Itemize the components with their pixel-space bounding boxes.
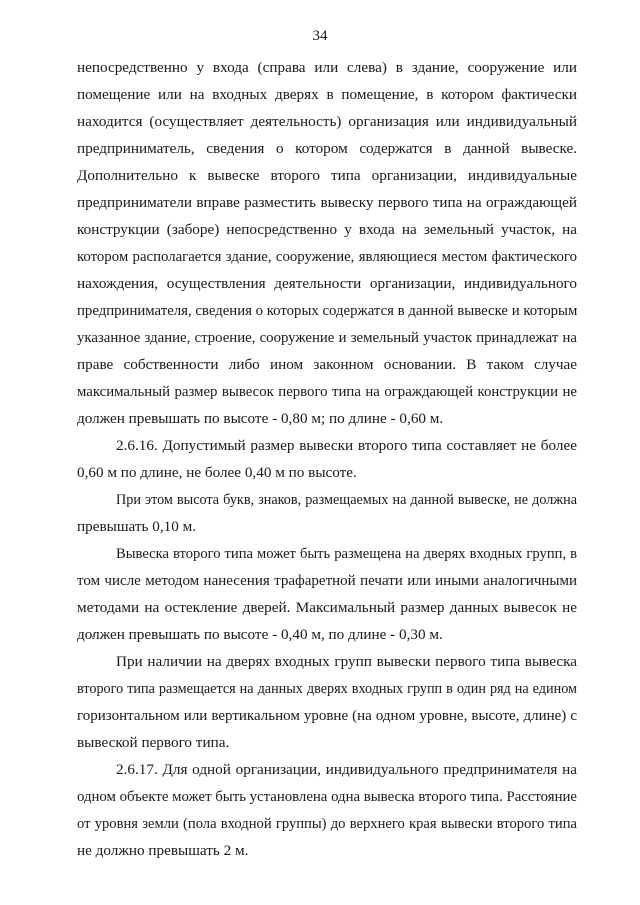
- text-line: второго типа размещается на данных дверях входных групп в один ряд на едином: [77, 681, 577, 697]
- text-line: должен превышать по высоте - 0,40 м, по длине - 0,30 м.: [77, 626, 443, 643]
- text-line: непосредственно у входа (справа или слева) в здание, сооружение или: [77, 59, 577, 76]
- text-line: одном объекте может быть установлена одна вывеска второго типа. Расстояние: [77, 789, 578, 805]
- section-2-6-16-first-line: 2.6.16. Допустимый размер вывески второго типа составляет не более: [116, 437, 577, 454]
- text-line: методами на остекление дверей. Максимальный размер данных вывесок не: [77, 599, 577, 616]
- text-line: от уровня земли (пола входной группы) до верхнего края вывески второго типа: [77, 816, 577, 832]
- text-line: предприниматель, сведения о котором содержатся в данной вывеске.: [77, 140, 577, 157]
- section-2-6-17-first-line: 2.6.17. Для одной организации, индивидуального предпринимателя на: [116, 761, 577, 778]
- text-line: максимальный размер вывесок первого типа на ограждающей конструкции не: [77, 384, 577, 400]
- text-line: нахождения, осуществления деятельности организации, индивидуального: [77, 275, 577, 292]
- text-line: котором располагается здание, сооружение, являющиеся местом фактического: [77, 249, 577, 265]
- page-number: 34: [312, 28, 328, 44]
- paragraph-first-line: Вывеска второго типа может быть размещена на дверях входных групп, в: [116, 546, 577, 562]
- text-line: том числе методом нанесения трафаретной печати или иными аналогичными: [77, 573, 577, 589]
- paragraph-first-line: При этом высота букв, знаков, размещаемых на данной вывеске, не должна: [116, 492, 577, 508]
- paragraph-first-line: При наличии на дверях входных групп вывески первого типа вывеска: [116, 653, 577, 670]
- text-line: предприниматели вправе разместить вывеску первого типа на ограждающей: [77, 194, 577, 211]
- text-line: праве собственности либо ином законном основании. В таком случае: [77, 356, 577, 373]
- text-line: предпринимателя, сведения о которых содержатся в данной вывеске и которым: [77, 303, 578, 319]
- text-line: горизонтальном или вертикальном уровне (на одном уровне, высоте, длине) с: [77, 708, 577, 724]
- text-line: помещение или на входных дверях в помещение, в котором фактически: [77, 86, 577, 103]
- text-line: конструкции (заборе) непосредственно у входа на земельный участок, на: [77, 221, 577, 238]
- text-line: вывеской первого типа.: [77, 734, 230, 751]
- text-line: превышать 0,10 м.: [77, 518, 197, 535]
- text-line: не должно превышать 2 м.: [77, 842, 249, 859]
- text-line: должен превышать по высоте - 0,80 м; по длине - 0,60 м.: [77, 410, 444, 427]
- text-line: Дополнительно к вывеске второго типа организации, индивидуальные: [77, 167, 577, 184]
- text-line: указанное здание, строение, сооружение и земельный участок принадлежат на: [77, 330, 577, 346]
- text-line: 0,60 м по длине, не более 0,40 м по высоте.: [77, 464, 357, 481]
- text-line: находится (осуществляет деятельность) организация или индивидуальный: [77, 113, 577, 130]
